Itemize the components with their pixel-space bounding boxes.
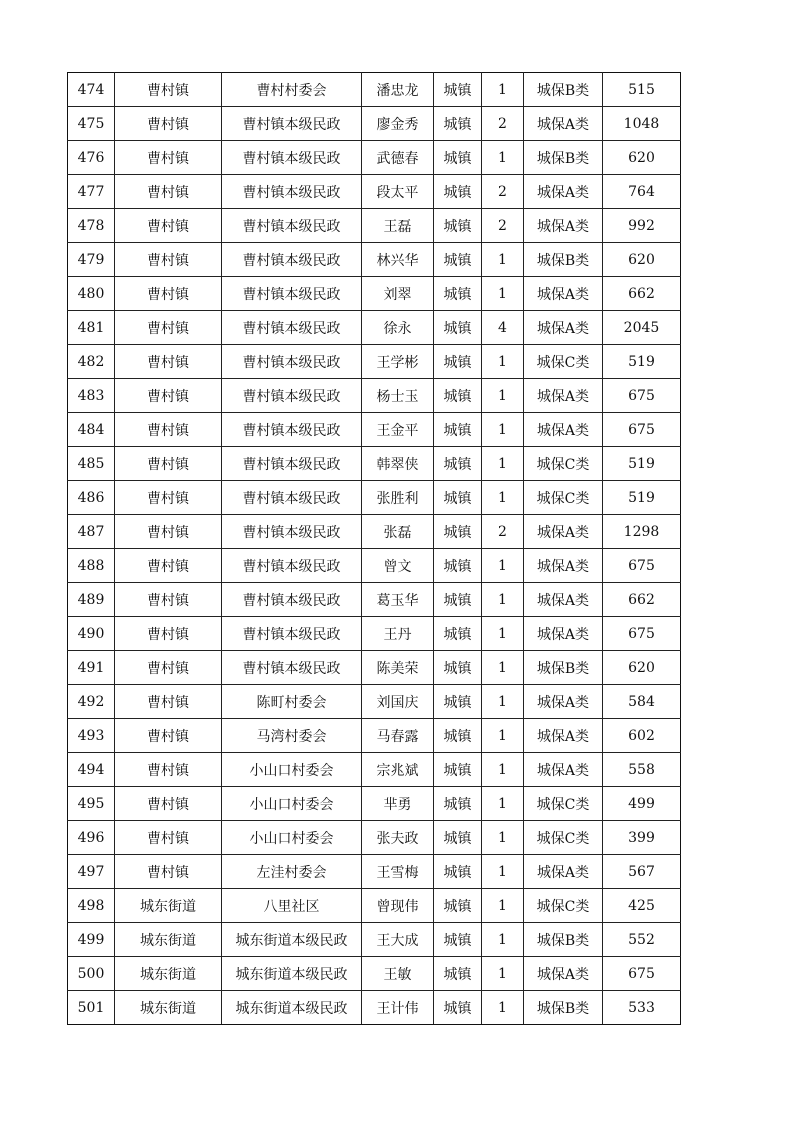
unit-cell: 陈町村委会 <box>222 685 362 719</box>
household-size-cell: 1 <box>482 991 524 1025</box>
name-cell: 马春露 <box>362 719 434 753</box>
amount-cell: 662 <box>603 583 681 617</box>
household-size-cell: 1 <box>482 923 524 957</box>
area-type-cell: 城镇 <box>434 447 482 481</box>
amount-cell: 675 <box>603 957 681 991</box>
name-cell: 陈美荣 <box>362 651 434 685</box>
amount-cell: 620 <box>603 243 681 277</box>
amount-cell: 519 <box>603 345 681 379</box>
category-cell: 城保A类 <box>524 515 603 549</box>
area-type-cell: 城镇 <box>434 413 482 447</box>
household-size-cell: 1 <box>482 753 524 787</box>
amount-cell: 662 <box>603 277 681 311</box>
table-row <box>68 107 681 141</box>
amount-cell: 552 <box>603 923 681 957</box>
town-cell: 曹村镇 <box>115 175 222 209</box>
table-row <box>68 73 681 107</box>
name-cell: 林兴华 <box>362 243 434 277</box>
table-row <box>68 855 681 889</box>
serial-cell: 501 <box>68 991 115 1025</box>
town-cell: 曹村镇 <box>115 447 222 481</box>
unit-cell: 小山口村委会 <box>222 821 362 855</box>
amount-cell: 620 <box>603 141 681 175</box>
unit-cell: 曹村镇本级民政 <box>222 141 362 175</box>
serial-cell: 478 <box>68 209 115 243</box>
town-cell: 曹村镇 <box>115 243 222 277</box>
household-size-cell: 1 <box>482 957 524 991</box>
area-type-cell: 城镇 <box>434 583 482 617</box>
area-type-cell: 城镇 <box>434 379 482 413</box>
household-size-cell: 1 <box>482 413 524 447</box>
table-row <box>68 991 681 1025</box>
serial-cell: 496 <box>68 821 115 855</box>
town-cell: 曹村镇 <box>115 515 222 549</box>
town-cell: 曹村镇 <box>115 787 222 821</box>
name-cell: 杨士玉 <box>362 379 434 413</box>
name-cell: 徐永 <box>362 311 434 345</box>
table-row <box>68 175 681 209</box>
table-row <box>68 413 681 447</box>
amount-cell: 558 <box>603 753 681 787</box>
table-row <box>68 923 681 957</box>
category-cell: 城保A类 <box>524 855 603 889</box>
table-row <box>68 685 681 719</box>
unit-cell: 曹村镇本级民政 <box>222 209 362 243</box>
table-row <box>68 379 681 413</box>
name-cell: 张胜利 <box>362 481 434 515</box>
unit-cell: 八里社区 <box>222 889 362 923</box>
area-type-cell: 城镇 <box>434 243 482 277</box>
unit-cell: 城东街道本级民政 <box>222 991 362 1025</box>
town-cell: 曹村镇 <box>115 651 222 685</box>
name-cell: 芈勇 <box>362 787 434 821</box>
category-cell: 城保A类 <box>524 753 603 787</box>
area-type-cell: 城镇 <box>434 549 482 583</box>
household-size-cell: 1 <box>482 141 524 175</box>
name-cell: 王金平 <box>362 413 434 447</box>
category-cell: 城保B类 <box>524 73 603 107</box>
table-body <box>68 73 681 1025</box>
household-size-cell: 1 <box>482 447 524 481</box>
amount-cell: 567 <box>603 855 681 889</box>
name-cell: 宗兆斌 <box>362 753 434 787</box>
table-row <box>68 345 681 379</box>
area-type-cell: 城镇 <box>434 753 482 787</box>
category-cell: 城保A类 <box>524 277 603 311</box>
amount-cell: 675 <box>603 379 681 413</box>
category-cell: 城保B类 <box>524 243 603 277</box>
name-cell: 刘翠 <box>362 277 434 311</box>
area-type-cell: 城镇 <box>434 277 482 311</box>
name-cell: 张磊 <box>362 515 434 549</box>
area-type-cell: 城镇 <box>434 175 482 209</box>
table-row <box>68 889 681 923</box>
household-size-cell: 2 <box>482 175 524 209</box>
unit-cell: 曹村镇本级民政 <box>222 413 362 447</box>
name-cell: 葛玉华 <box>362 583 434 617</box>
table-row <box>68 753 681 787</box>
category-cell: 城保A类 <box>524 413 603 447</box>
amount-cell: 675 <box>603 549 681 583</box>
area-type-cell: 城镇 <box>434 141 482 175</box>
category-cell: 城保B类 <box>524 923 603 957</box>
category-cell: 城保A类 <box>524 583 603 617</box>
amount-cell: 499 <box>603 787 681 821</box>
category-cell: 城保A类 <box>524 719 603 753</box>
serial-cell: 481 <box>68 311 115 345</box>
town-cell: 曹村镇 <box>115 855 222 889</box>
relief-recipient-table <box>67 72 681 1025</box>
name-cell: 潘忠龙 <box>362 73 434 107</box>
area-type-cell: 城镇 <box>434 855 482 889</box>
category-cell: 城保A类 <box>524 617 603 651</box>
amount-cell: 764 <box>603 175 681 209</box>
unit-cell: 曹村镇本级民政 <box>222 175 362 209</box>
household-size-cell: 1 <box>482 345 524 379</box>
serial-cell: 479 <box>68 243 115 277</box>
serial-cell: 498 <box>68 889 115 923</box>
household-size-cell: 2 <box>482 209 524 243</box>
household-size-cell: 1 <box>482 549 524 583</box>
name-cell: 王丹 <box>362 617 434 651</box>
category-cell: 城保A类 <box>524 311 603 345</box>
amount-cell: 584 <box>603 685 681 719</box>
serial-cell: 493 <box>68 719 115 753</box>
name-cell: 王敏 <box>362 957 434 991</box>
serial-cell: 484 <box>68 413 115 447</box>
name-cell: 王雪梅 <box>362 855 434 889</box>
category-cell: 城保B类 <box>524 651 603 685</box>
household-size-cell: 1 <box>482 787 524 821</box>
table-row <box>68 243 681 277</box>
serial-cell: 476 <box>68 141 115 175</box>
area-type-cell: 城镇 <box>434 345 482 379</box>
table-row <box>68 481 681 515</box>
table-row <box>68 583 681 617</box>
amount-cell: 602 <box>603 719 681 753</box>
household-size-cell: 1 <box>482 821 524 855</box>
unit-cell: 曹村镇本级民政 <box>222 481 362 515</box>
category-cell: 城保C类 <box>524 787 603 821</box>
category-cell: 城保A类 <box>524 685 603 719</box>
household-size-cell: 1 <box>482 651 524 685</box>
unit-cell: 曹村镇本级民政 <box>222 379 362 413</box>
serial-cell: 490 <box>68 617 115 651</box>
household-size-cell: 1 <box>482 243 524 277</box>
category-cell: 城保B类 <box>524 991 603 1025</box>
unit-cell: 曹村镇本级民政 <box>222 515 362 549</box>
town-cell: 城东街道 <box>115 889 222 923</box>
table-row <box>68 549 681 583</box>
table-row <box>68 515 681 549</box>
town-cell: 曹村镇 <box>115 209 222 243</box>
category-cell: 城保C类 <box>524 821 603 855</box>
area-type-cell: 城镇 <box>434 311 482 345</box>
town-cell: 曹村镇 <box>115 583 222 617</box>
category-cell: 城保C类 <box>524 345 603 379</box>
unit-cell: 曹村镇本级民政 <box>222 549 362 583</box>
unit-cell: 曹村镇本级民政 <box>222 583 362 617</box>
unit-cell: 曹村镇本级民政 <box>222 345 362 379</box>
table-row <box>68 311 681 345</box>
unit-cell: 左洼村委会 <box>222 855 362 889</box>
area-type-cell: 城镇 <box>434 957 482 991</box>
household-size-cell: 1 <box>482 855 524 889</box>
town-cell: 曹村镇 <box>115 277 222 311</box>
name-cell: 曾文 <box>362 549 434 583</box>
amount-cell: 620 <box>603 651 681 685</box>
category-cell: 城保A类 <box>524 549 603 583</box>
serial-cell: 489 <box>68 583 115 617</box>
serial-cell: 495 <box>68 787 115 821</box>
unit-cell: 曹村村委会 <box>222 73 362 107</box>
amount-cell: 992 <box>603 209 681 243</box>
amount-cell: 1298 <box>603 515 681 549</box>
town-cell: 曹村镇 <box>115 753 222 787</box>
unit-cell: 小山口村委会 <box>222 753 362 787</box>
area-type-cell: 城镇 <box>434 787 482 821</box>
household-size-cell: 1 <box>482 379 524 413</box>
town-cell: 曹村镇 <box>115 821 222 855</box>
area-type-cell: 城镇 <box>434 107 482 141</box>
serial-cell: 485 <box>68 447 115 481</box>
town-cell: 曹村镇 <box>115 685 222 719</box>
name-cell: 张夫政 <box>362 821 434 855</box>
serial-cell: 475 <box>68 107 115 141</box>
area-type-cell: 城镇 <box>434 515 482 549</box>
table-row <box>68 277 681 311</box>
unit-cell: 曹村镇本级民政 <box>222 107 362 141</box>
town-cell: 城东街道 <box>115 923 222 957</box>
serial-cell: 483 <box>68 379 115 413</box>
category-cell: 城保C类 <box>524 481 603 515</box>
name-cell: 王计伟 <box>362 991 434 1025</box>
town-cell: 曹村镇 <box>115 107 222 141</box>
town-cell: 城东街道 <box>115 957 222 991</box>
unit-cell: 曹村镇本级民政 <box>222 311 362 345</box>
serial-cell: 487 <box>68 515 115 549</box>
household-size-cell: 1 <box>482 889 524 923</box>
household-size-cell: 1 <box>482 277 524 311</box>
town-cell: 曹村镇 <box>115 345 222 379</box>
category-cell: 城保A类 <box>524 209 603 243</box>
town-cell: 曹村镇 <box>115 379 222 413</box>
category-cell: 城保B类 <box>524 141 603 175</box>
household-size-cell: 1 <box>482 719 524 753</box>
category-cell: 城保A类 <box>524 957 603 991</box>
household-size-cell: 1 <box>482 583 524 617</box>
unit-cell: 曹村镇本级民政 <box>222 277 362 311</box>
table-row <box>68 719 681 753</box>
town-cell: 曹村镇 <box>115 617 222 651</box>
serial-cell: 482 <box>68 345 115 379</box>
serial-cell: 486 <box>68 481 115 515</box>
town-cell: 曹村镇 <box>115 481 222 515</box>
area-type-cell: 城镇 <box>434 209 482 243</box>
amount-cell: 1048 <box>603 107 681 141</box>
area-type-cell: 城镇 <box>434 617 482 651</box>
serial-cell: 488 <box>68 549 115 583</box>
town-cell: 曹村镇 <box>115 719 222 753</box>
unit-cell: 马湾村委会 <box>222 719 362 753</box>
area-type-cell: 城镇 <box>434 651 482 685</box>
table-row <box>68 447 681 481</box>
area-type-cell: 城镇 <box>434 991 482 1025</box>
table-row <box>68 651 681 685</box>
amount-cell: 675 <box>603 617 681 651</box>
category-cell: 城保A类 <box>524 107 603 141</box>
area-type-cell: 城镇 <box>434 719 482 753</box>
serial-cell: 474 <box>68 73 115 107</box>
category-cell: 城保A类 <box>524 175 603 209</box>
serial-cell: 477 <box>68 175 115 209</box>
serial-cell: 497 <box>68 855 115 889</box>
amount-cell: 399 <box>603 821 681 855</box>
name-cell: 王磊 <box>362 209 434 243</box>
table-row <box>68 787 681 821</box>
area-type-cell: 城镇 <box>434 923 482 957</box>
unit-cell: 曹村镇本级民政 <box>222 651 362 685</box>
amount-cell: 675 <box>603 413 681 447</box>
category-cell: 城保C类 <box>524 447 603 481</box>
town-cell: 曹村镇 <box>115 73 222 107</box>
amount-cell: 425 <box>603 889 681 923</box>
serial-cell: 492 <box>68 685 115 719</box>
town-cell: 曹村镇 <box>115 141 222 175</box>
unit-cell: 城东街道本级民政 <box>222 923 362 957</box>
name-cell: 武德春 <box>362 141 434 175</box>
name-cell: 刘国庆 <box>362 685 434 719</box>
table-row <box>68 141 681 175</box>
name-cell: 曾现伟 <box>362 889 434 923</box>
household-size-cell: 1 <box>482 685 524 719</box>
unit-cell: 城东街道本级民政 <box>222 957 362 991</box>
table-row <box>68 209 681 243</box>
category-cell: 城保A类 <box>524 379 603 413</box>
area-type-cell: 城镇 <box>434 73 482 107</box>
name-cell: 王学彬 <box>362 345 434 379</box>
household-size-cell: 2 <box>482 107 524 141</box>
household-size-cell: 4 <box>482 311 524 345</box>
amount-cell: 519 <box>603 447 681 481</box>
household-size-cell: 1 <box>482 617 524 651</box>
unit-cell: 小山口村委会 <box>222 787 362 821</box>
area-type-cell: 城镇 <box>434 889 482 923</box>
town-cell: 城东街道 <box>115 991 222 1025</box>
serial-cell: 480 <box>68 277 115 311</box>
serial-cell: 499 <box>68 923 115 957</box>
name-cell: 韩翠侠 <box>362 447 434 481</box>
unit-cell: 曹村镇本级民政 <box>222 617 362 651</box>
serial-cell: 491 <box>68 651 115 685</box>
area-type-cell: 城镇 <box>434 685 482 719</box>
serial-cell: 500 <box>68 957 115 991</box>
amount-cell: 515 <box>603 73 681 107</box>
category-cell: 城保C类 <box>524 889 603 923</box>
household-size-cell: 2 <box>482 515 524 549</box>
name-cell: 王大成 <box>362 923 434 957</box>
name-cell: 廖金秀 <box>362 107 434 141</box>
town-cell: 曹村镇 <box>115 549 222 583</box>
serial-cell: 494 <box>68 753 115 787</box>
town-cell: 曹村镇 <box>115 413 222 447</box>
household-size-cell: 1 <box>482 73 524 107</box>
name-cell: 段太平 <box>362 175 434 209</box>
household-size-cell: 1 <box>482 481 524 515</box>
area-type-cell: 城镇 <box>434 821 482 855</box>
table-row <box>68 617 681 651</box>
unit-cell: 曹村镇本级民政 <box>222 243 362 277</box>
town-cell: 曹村镇 <box>115 311 222 345</box>
table-row <box>68 821 681 855</box>
amount-cell: 2045 <box>603 311 681 345</box>
table-row <box>68 957 681 991</box>
area-type-cell: 城镇 <box>434 481 482 515</box>
amount-cell: 533 <box>603 991 681 1025</box>
unit-cell: 曹村镇本级民政 <box>222 447 362 481</box>
amount-cell: 519 <box>603 481 681 515</box>
